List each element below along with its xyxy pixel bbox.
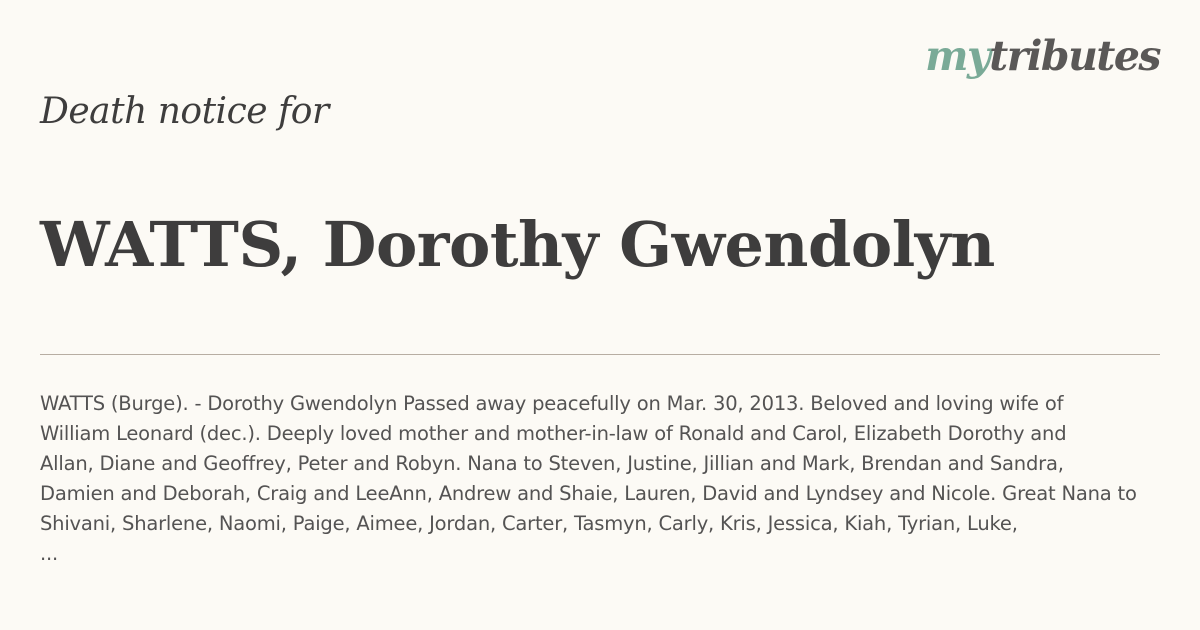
logo-my-text: my xyxy=(925,32,990,80)
divider xyxy=(40,354,1160,355)
notice-body-text: WATTS (Burge). - Dorothy Gwendolyn Passed away peacefully on Mar. 30, 2013. Beloved and loving wife of William Leonard (dec.). Deeply loved mother and mother-in-law of Ronald and Carol, Elizabeth Dorothy and Allan, Diane and Geoffrey, Peter and Robyn. Nana to Steven, Justine, Jillian and Mark, Brendan and Sandra, Damien and Deborah, Craig and LeeAnn, Andrew and Shaie, Lauren, David and Lyndsey and Nicole. Great Nana to Shivani, Sharlene, Naomi, Paige, Aimee, Jordan, Carter, Tasmyn, Carly, Kris, Jessica, Kiah, Tyrian, Luke, ... xyxy=(40,392,1137,565)
mytributes-logo[interactable] xyxy=(925,32,1160,80)
notice-label: Death notice for xyxy=(40,91,329,132)
deceased-name: WATTS, Dorothy Gwendolyn xyxy=(40,208,995,281)
logo-tributes-text: tributes xyxy=(989,32,1160,80)
